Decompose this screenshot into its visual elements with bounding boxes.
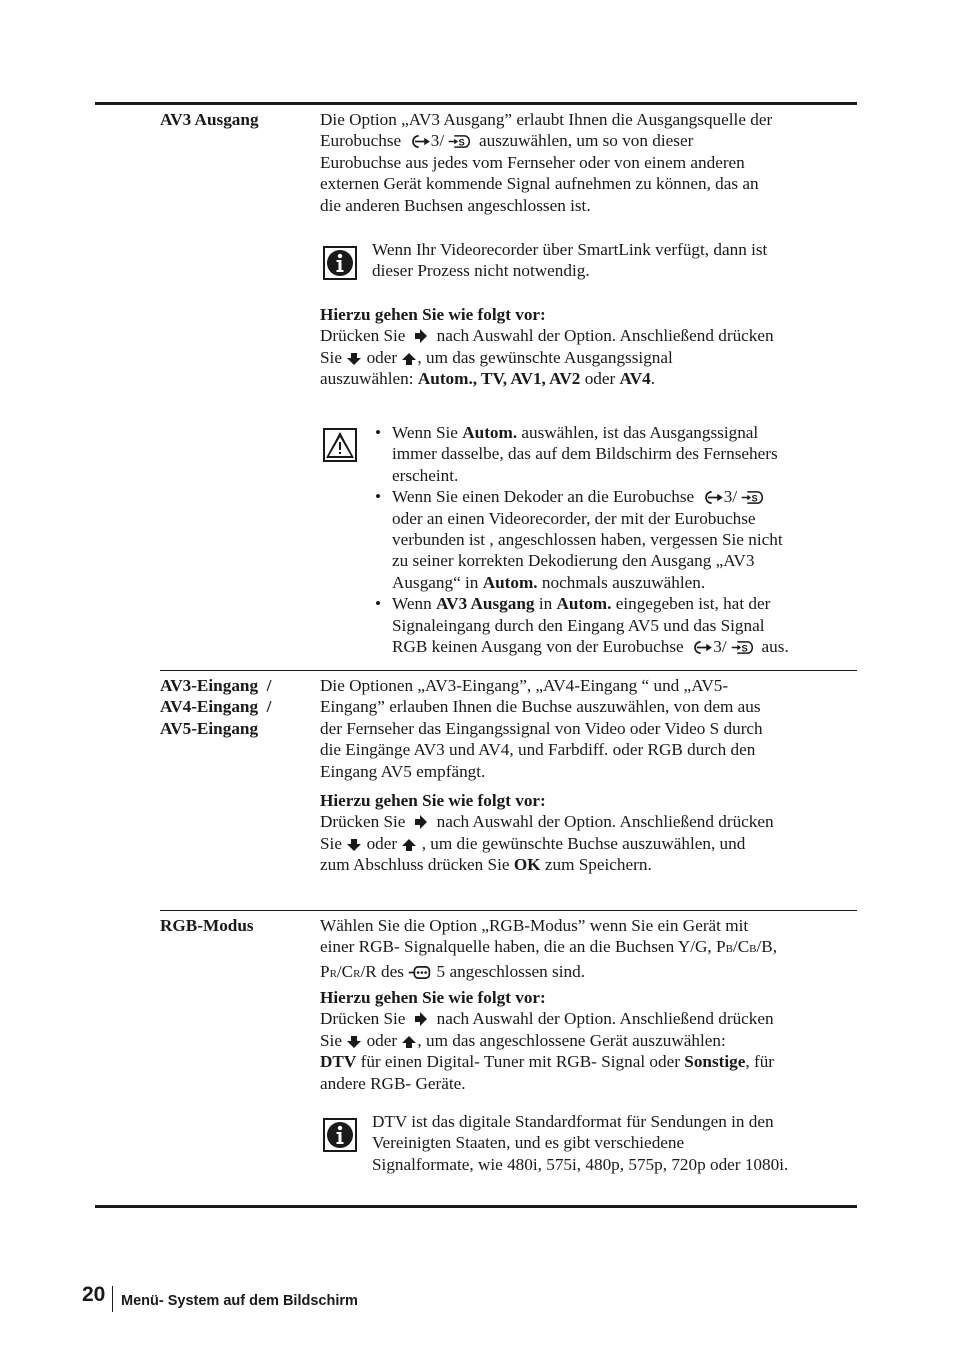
text-line: andere RGB- Geräte. bbox=[320, 1073, 466, 1093]
text-line: auszuwählen: Autom., TV, AV1, AV2 oder AV4. bbox=[320, 369, 656, 389]
text-line: Eurobuchse aus jedes vom Fernseher oder von einem anderen bbox=[320, 152, 745, 172]
text-line: DTV ist das digitale Standardformat für Sendungen in den bbox=[372, 1112, 774, 1131]
warning-icon bbox=[323, 428, 357, 462]
arrow-down-icon bbox=[346, 352, 362, 366]
text-line: zum Abschluss drücken Sie OK zum Speichern. bbox=[320, 855, 652, 875]
info-note bbox=[372, 1111, 862, 1175]
term-line: AV3-Eingang / bbox=[160, 676, 272, 695]
scart-icon bbox=[410, 134, 431, 149]
arrow-down-icon bbox=[346, 1035, 362, 1049]
arrow-right-icon bbox=[414, 1011, 428, 1027]
list-item: • Wenn Sie Autom. auswählen, ist das Ausgangssignal immer dasselbe, das auf dem Bildschirm des Fernsehers erscheint. bbox=[373, 422, 863, 486]
text-line: dieser Prozess nicht notwendig. bbox=[372, 261, 590, 281]
page-number: 20 bbox=[82, 1283, 106, 1306]
text-line: Drücken Sie nach Auswahl der Option. Anschließend drücken bbox=[320, 812, 774, 832]
text-line: Eurobuchse 3/ auszuwählen, um so von dieser bbox=[320, 131, 694, 151]
text-line: der Fernseher das Eingangssignal von Video oder Video S durch bbox=[320, 718, 763, 738]
arrow-down-icon bbox=[346, 838, 362, 852]
arrow-right-icon bbox=[414, 328, 428, 344]
howto-heading: Hierzu gehen Sie wie folgt vor: bbox=[320, 305, 546, 324]
text-line: Sie oder , um das gewünschte Ausgangssignal bbox=[320, 347, 673, 367]
text-line: einer RGB- Signalquelle haben, die an die Buchsen Y/G, PB/CB/B, bbox=[320, 937, 778, 957]
list-item: • Wenn AV3 Ausgang in Autom. eingegeben ist, hat der Signaleingang durch den Eingang AV5 und das Signal RGB keinen Ausgang von der Eurobuchse 3/ aus. bbox=[373, 593, 863, 657]
section-divider bbox=[160, 670, 857, 671]
info-note bbox=[372, 239, 862, 282]
text-line: PR/CR/R des 5 angeschlossen sind. bbox=[320, 961, 586, 981]
list-item: • Wenn Sie einen Dekoder an die Eurobuchse 3/ oder an einen Videorecorder, der mit der Eurobuchse verbunden ist , angeschlossen haben, vergessen Sie nicht zu seiner korrekten Dekodierung den Ausgang „AV3 Ausgang“ in Autom. nochmals auszuwählen. bbox=[373, 486, 863, 593]
term-av3-ausgang: AV3 Ausgang bbox=[160, 110, 259, 129]
text-line: externen Gerät kommende Signal aufnehmen zu können, das an bbox=[320, 174, 759, 194]
arrow-up-icon bbox=[401, 352, 417, 366]
footer-divider bbox=[112, 1286, 113, 1312]
howto-heading: Hierzu gehen Sie wie folgt vor: bbox=[320, 791, 546, 810]
text-line: die Eingänge AV3 und AV4, und Farbdiff. oder RGB durch den bbox=[320, 740, 756, 760]
text-line: Sie oder , um die gewünschte Buchse auszuwählen, und bbox=[320, 833, 746, 853]
component-icon bbox=[408, 965, 432, 980]
arrow-up-icon bbox=[401, 838, 417, 852]
term-line: AV4-Eingang / bbox=[160, 697, 272, 717]
av-eingang-howto bbox=[320, 790, 860, 876]
term-line: AV5-Eingang bbox=[160, 718, 259, 738]
warning-note bbox=[373, 422, 863, 657]
text-line: Die Optionen „AV3-Eingang”, „AV4-Eingang “ und „AV5- bbox=[320, 676, 729, 695]
top-rule bbox=[95, 102, 857, 105]
text-line: Signalformate, wie 480i, 575i, 480p, 575p, 720p oder 1080i. bbox=[372, 1154, 789, 1174]
text-line: Drücken Sie nach Auswahl der Option. Anschließend drücken bbox=[320, 326, 774, 346]
bottom-rule bbox=[95, 1205, 857, 1208]
s-video-icon bbox=[731, 640, 753, 655]
av-eingang-description bbox=[320, 675, 860, 782]
text-line: Drücken Sie nach Auswahl der Option. Anschließend drücken bbox=[320, 1009, 774, 1029]
text-line: Sie oder , um das angeschlossene Gerät auszuwählen: bbox=[320, 1030, 726, 1050]
s-video-icon bbox=[741, 490, 763, 505]
text-line: die anderen Buchsen angeschlossen ist. bbox=[320, 195, 591, 215]
rgb-modus-howto bbox=[320, 987, 860, 1094]
rgb-modus-description bbox=[320, 915, 860, 985]
scart-icon bbox=[703, 490, 724, 505]
text-line: Wählen Sie die Option „RGB-Modus” wenn Sie ein Gerät mit bbox=[320, 916, 749, 935]
term-av-eingang bbox=[160, 675, 271, 739]
text-line: Vereinigten Staaten, und es gibt verschiedene bbox=[372, 1133, 685, 1153]
info-icon bbox=[323, 1118, 357, 1152]
text-line: Eingang AV5 empfängt. bbox=[320, 761, 486, 781]
scart-icon bbox=[692, 640, 713, 655]
info-icon bbox=[323, 246, 357, 280]
text-line: Die Option „AV3 Ausgang” erlaubt Ihnen die Ausgangsquelle der bbox=[320, 110, 773, 129]
section-divider bbox=[160, 910, 857, 911]
text-line: Wenn Ihr Videorecorder über SmartLink verfügt, dann ist bbox=[372, 240, 768, 259]
term-rgb-modus: RGB-Modus bbox=[160, 916, 254, 935]
av3-ausgang-howto bbox=[320, 304, 860, 390]
footer-title: Menü- System auf dem Bildschirm bbox=[121, 1293, 358, 1309]
text-line: Eingang” erlauben Ihnen die Buchse auszuwählen, von dem aus bbox=[320, 697, 761, 717]
arrow-right-icon bbox=[414, 814, 428, 830]
s-video-icon bbox=[448, 134, 470, 149]
av3-ausgang-description bbox=[320, 109, 860, 216]
howto-heading: Hierzu gehen Sie wie folgt vor: bbox=[320, 988, 546, 1007]
arrow-up-icon bbox=[401, 1035, 417, 1049]
text-line: DTV für einen Digital- Tuner mit RGB- Signal oder Sonstige, für bbox=[320, 1052, 775, 1072]
